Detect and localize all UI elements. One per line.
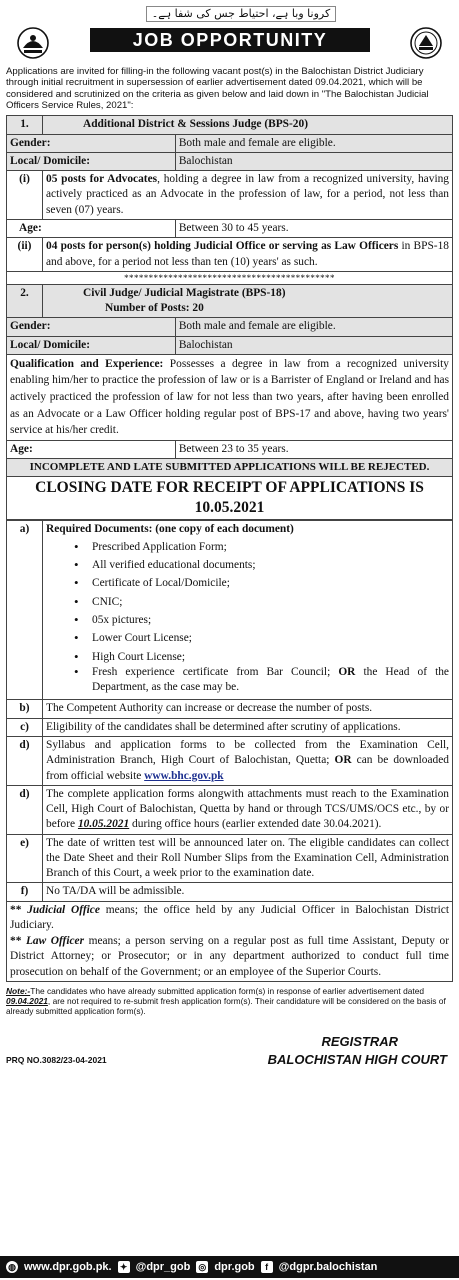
condition-d1-part1: Syllabus and application forms to be collected from the Examination Cell, Administration Branch, High Court of Balochistan, Quetta;	[46, 738, 449, 767]
condition-d2-part1: The complete application forms alongwith attachments must reach to the Examination Cell, High Court of Balochistan, Quetta by hand or through TCS/UMS/OCS etc., by or before	[46, 787, 449, 831]
post1-domicile-row	[7, 152, 453, 170]
post1-i-marker: (i)	[7, 171, 43, 220]
post1-law-officers-row	[7, 238, 453, 272]
post2-age-value: Between 23 to 35 years.	[175, 440, 452, 458]
condition-d1-part2: can be downloaded from official website	[46, 754, 450, 782]
post1-gender-row	[7, 134, 453, 152]
condition-c-row	[7, 718, 453, 736]
stars-divider-row	[7, 271, 453, 284]
document-item-text-end: the Head of the Department, as the case may be.	[92, 665, 449, 694]
document-item	[74, 665, 449, 696]
post1-age-row	[7, 219, 453, 237]
conditions-table	[6, 520, 453, 983]
post1-title: Additional District & Sessions Judge (BPS-20)	[43, 116, 453, 134]
government-emblem-icon	[16, 26, 50, 60]
judicial-office-stars: **	[10, 903, 28, 916]
social-footer	[0, 1256, 459, 1278]
court-name: BALOCHISTAN HIGH COURT	[267, 1051, 447, 1067]
post2-domicile-row	[7, 336, 453, 354]
law-officer-definition	[10, 934, 449, 981]
posts-table	[6, 115, 453, 519]
post2-domicile-value: Balochistan	[175, 336, 452, 354]
website-link[interactable]: www.dpr.gob.pk.	[24, 1260, 112, 1273]
condition-a-cell	[43, 520, 453, 700]
post2-age-row	[7, 440, 453, 458]
post2-age-label: Age:	[7, 440, 176, 458]
condition-d1-text	[43, 736, 453, 785]
post2-header-row	[7, 284, 453, 318]
condition-d2-part2: during office hours (earlier extended date 30.04.2021).	[129, 818, 382, 831]
condition-d2-date: 10.05.2021	[77, 818, 130, 831]
document-item-or: OR	[338, 665, 356, 678]
note-text-2: , are not required to re-submit fresh application form(s). Their candidature will be considered on the basis of already submitted application form(s).	[6, 996, 446, 1017]
instagram-handle[interactable]: dpr.gob	[214, 1260, 255, 1273]
condition-d1-or: OR	[334, 754, 352, 767]
condition-a-marker: a)	[7, 520, 43, 700]
condition-e-row	[7, 834, 453, 883]
closing-date-row	[7, 476, 453, 519]
closing-date: CLOSING DATE FOR RECEIPT OF APPLICATIONS IS 10.05.2021	[7, 476, 453, 519]
judicial-office-text: means; the office held by any Judicial Officer in Balochistan District Judiciary.	[10, 903, 449, 932]
condition-b-row	[7, 700, 453, 718]
post1-number: 1.	[7, 116, 43, 134]
law-officer-stars: **	[10, 934, 26, 947]
judicial-office-term: Judicial Office	[27, 903, 100, 916]
post2-number-of-posts: Number of Posts: 20	[105, 302, 204, 315]
stars-divider: *******************************************	[7, 271, 453, 284]
note-text-1: The candidates who have already submitted application form(s) in response of earlier advertisement dated	[30, 986, 425, 997]
post1-gender-value: Both male and female are eligible.	[175, 134, 452, 152]
required-documents-list	[46, 540, 449, 665]
post1-gender-label: Gender:	[7, 134, 176, 152]
registrar-title: REGISTRAR	[321, 1033, 398, 1049]
document-item: • Lower Court License;	[74, 631, 449, 646]
twitter-handle[interactable]: @dpr_gob	[135, 1260, 191, 1273]
post2-qualification-row	[7, 354, 453, 440]
bhc-website-link[interactable]: www.bhc.gov.pk	[144, 769, 224, 782]
facebook-icon: f	[261, 1261, 273, 1273]
post2-qualification-label: Qualification and Experience:	[10, 357, 164, 370]
condition-a-row	[7, 520, 453, 700]
post2-gender-value: Both male and female are eligible.	[175, 318, 452, 336]
post1-header-row	[7, 116, 453, 134]
definitions-row	[7, 901, 453, 982]
instagram-icon: ◎	[196, 1261, 208, 1273]
condition-e-marker: e)	[7, 834, 43, 883]
post1-law-officers-rest: in BPS-18 and above, for a period not less than ten (10) years' as such.	[46, 240, 449, 268]
post1-advocates-row	[7, 171, 453, 220]
post2-domicile-label: Local/ Domicile:	[7, 336, 176, 354]
law-officer-text: means; a person serving on a regular post as full time Assistant, Deputy or District Attorney; or Prosecutor; or in any department authorized to conduct full time prosecution on behalf of the Government; or an employee of the Superior Courts.	[10, 934, 449, 978]
judicial-office-definition	[10, 903, 449, 934]
post1-age-value: Between 30 to 45 years.	[175, 219, 452, 237]
document-item: • Prescribed Application Form;	[74, 540, 449, 555]
note-label: Note:-	[6, 986, 31, 997]
post2-title: Civil Judge/ Judicial Magistrate (BPS-18)	[83, 286, 286, 299]
document-item: • Certificate of Local/Domicile;	[74, 576, 449, 591]
condition-d2-row	[7, 785, 453, 834]
post1-domicile-label: Local/ Domicile:	[7, 152, 176, 170]
post1-advocates-bold: 05 posts for Advocates	[46, 173, 158, 186]
document-item: • High Court License;	[74, 650, 449, 665]
post1-ii-marker: (ii)	[7, 238, 43, 272]
signature-block	[6, 1019, 453, 1079]
condition-c-text: Eligibility of the candidates shall be determined after scrutiny of applications.	[43, 718, 453, 736]
document-item: • 05x pictures;	[74, 613, 449, 628]
high-court-emblem-icon	[409, 26, 443, 60]
document-item-text: Fresh experience certificate from Bar Council;	[92, 665, 339, 678]
condition-d2-marker: d)	[7, 785, 43, 834]
condition-c-marker: c)	[7, 718, 43, 736]
required-documents-list-last	[46, 665, 449, 696]
post1-law-officers-text	[43, 238, 453, 272]
post1-advocates-text	[43, 171, 453, 220]
condition-d1-marker: d)	[7, 736, 43, 785]
reject-notice-row	[7, 458, 453, 476]
resubmission-note	[6, 986, 453, 1016]
intro-paragraph: Applications are invited for filling-in the following vacant post(s) in the Balochistan District Judiciary through initial recruitment in supersession of earlier advertisement dated 09.04.2021, which will be considered and scrutinized on the criteria as given below and laid down in "The Balochistan Judicial Officers Service Rules, 2021":	[6, 66, 429, 111]
condition-f-row	[7, 883, 453, 901]
document-item: • All verified educational documents;	[74, 558, 449, 573]
condition-d2-text	[43, 785, 453, 834]
post1-law-officers-bold: 04 posts for person(s) holding Judicial Office or serving as Law Officers	[46, 240, 399, 253]
post1-advocates-rest: , holding a degree in law from a recognized university, having actively practiced as an Advocate in the profession of law, for a period, not less than seven (07) years.	[46, 173, 449, 216]
condition-f-marker: f)	[7, 883, 43, 901]
condition-b-marker: b)	[7, 700, 43, 718]
post2-title-cell	[43, 284, 453, 318]
condition-f-text: No TA/DA will be admissible.	[43, 883, 453, 901]
post2-qualification-text	[7, 354, 453, 440]
reject-notice: INCOMPLETE AND LATE SUBMITTED APPLICATIONS WILL BE REJECTED.	[7, 458, 453, 476]
post2-gender-row	[7, 318, 453, 336]
condition-d1-row	[7, 736, 453, 785]
required-documents-title: Required Documents: (one copy of each document)	[46, 522, 294, 535]
note-date: 09.04.2021	[6, 996, 48, 1007]
post2-number: 2.	[7, 284, 43, 318]
job-opportunity-title: JOB OPPORTUNITY	[90, 28, 370, 52]
post1-domicile-value: Balochistan	[175, 152, 452, 170]
post2-gender-label: Gender:	[7, 318, 176, 336]
condition-b-text: The Competent Authority can increase or decrease the number of posts.	[43, 700, 453, 718]
condition-e-text: The date of written test will be announced later on. The eligible candidates can collect the Date Sheet and their Roll Number Slips from the Examination Cell, Administration Branch of this Court, a week prior to the examination date.	[43, 834, 453, 883]
urdu-slogan: کرونا وبا ہے، احتیاط جس کی شفا ہے۔	[146, 6, 336, 22]
definitions-cell	[7, 901, 453, 982]
document-item: • CNIC;	[74, 595, 449, 610]
facebook-handle[interactable]: @dgpr.balochistan	[278, 1260, 378, 1273]
post1-age-label: Age:	[7, 219, 176, 237]
prq-number: PRQ NO.3082/23-04-2021	[6, 1054, 107, 1065]
header	[6, 4, 453, 66]
law-officer-term: Law Officer	[25, 934, 85, 947]
twitter-icon: ✦	[118, 1261, 130, 1273]
globe-icon: ◍	[6, 1261, 18, 1273]
post2-qualification-rest: Possesses a degree in law from a recognized university enabling him/her to practice the profession of law or is a Barrister of England or Ireland and has actively practiced the profession of law for not less than two years, after having been enrolled as an Advocate or a Law Officer holding regular post of BPS-17 and above, having two years' service at his/her credit.	[10, 357, 449, 437]
